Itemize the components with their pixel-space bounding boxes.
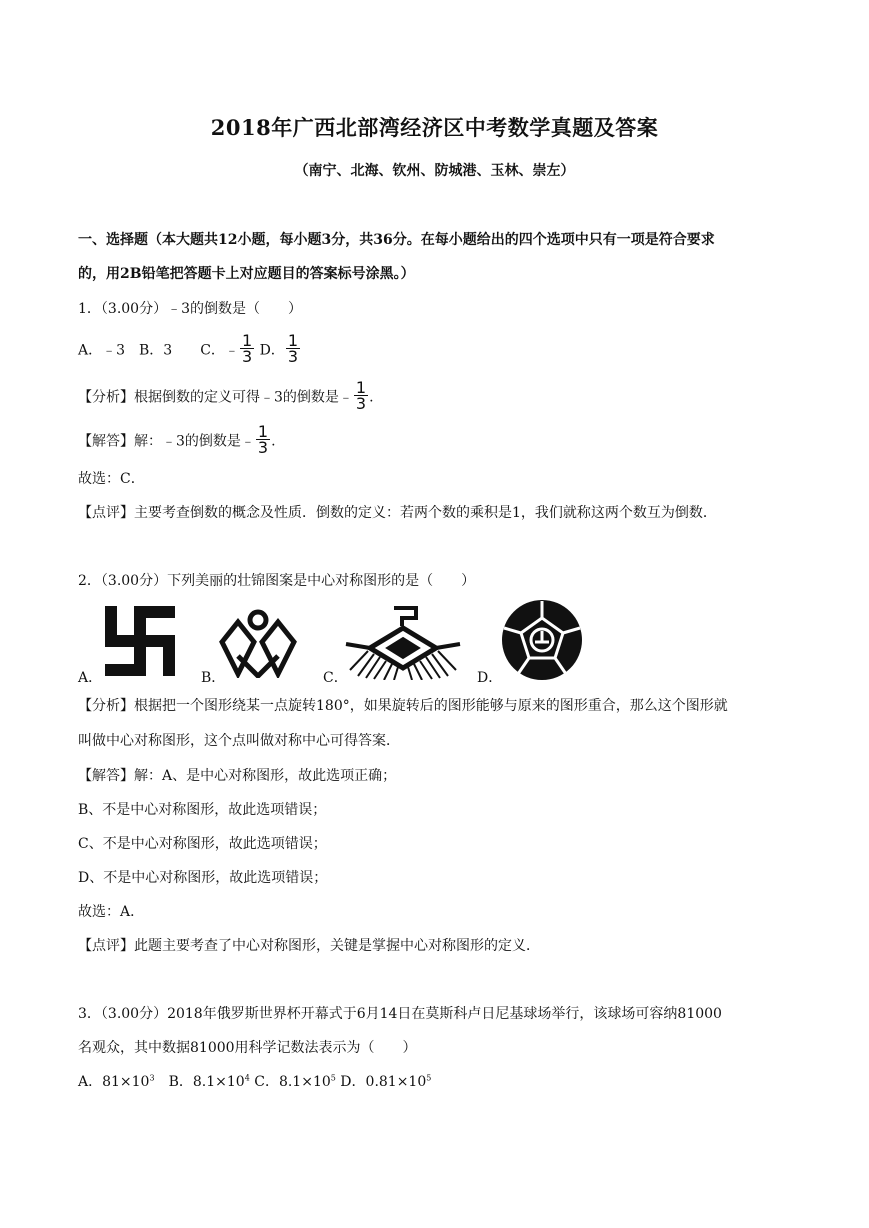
q1-analysis-text: 根据倒数的定义可得﹣3的倒数是﹣ [134,389,353,406]
q2-analysis-tag: 【分析】 [78,698,134,714]
q2-answer-line3: C、不是中心对称图形，故此选项错误； [78,836,327,852]
q2-label-d: D． [477,670,503,686]
q1-answer-fraction: $\frac{1}{3}$ [257,422,269,457]
page-title: 2018年广西北部湾经济区中考数学真题及答案 [210,115,659,140]
q2-label-c: C． [323,670,348,686]
q2-figure-d [500,598,584,682]
q1-option-d-label: D． [255,342,285,359]
q1-choice: 故选：C． [78,471,145,487]
q2-review-tag: 【点评】 [78,938,134,954]
q3-stem-line1: 3．（3.00分）2018年俄罗斯世界杯开幕式于6月14日在莫斯科卢日尼基球场举行，该球场可容纳81000 [78,1006,722,1022]
q2-figure-a [105,606,175,676]
q2-figure-c [344,604,462,680]
q3-option-c: C．8.1×10 [249,1074,331,1090]
q3-stem-line2: 名观众，其中数据81000用科学记数法表示为（ ） [78,1040,417,1056]
q2-analysis-line2: 叫做中心对称图形，这个点叫做对称中心可得答案． [78,733,400,749]
q2-label-b: B． [201,670,226,686]
q1-review-text: 主要考查倒数的概念及性质．倒数的定义：若两个数的乘积是1，我们就称这两个数互为倒数． [134,505,717,521]
section-instructions-line1: 一、选择题（本大题共12小题，每小题3分，共36分。在每小题给出的四个选项中只有一项是符合要求 [78,232,715,248]
q2-answer-line1 [78,766,396,786]
q3-options: A．$81\times 10^3$ B．$8.1\times 10^4$ C．$8.1\times 10^5$ D．$0.81\times 10^5$ [78,1073,432,1090]
q1-analysis-fraction: $\frac{1}{3}$ [355,378,367,413]
q1-review-tag: 【点评】 [78,505,134,521]
q2-answer-line4: D、不是中心对称图形，故此选项错误； [78,870,328,886]
q2-figure-b [218,606,298,678]
q1-analysis-tag: 【分析】 [78,389,134,406]
q1-analysis: 【分析】根据倒数的定义可得﹣3的倒数是﹣ $\frac{1}{3}$ . [78,378,374,413]
q1-option-c-fraction: $\frac{1}{3}$ [241,331,253,366]
q1-review [78,503,717,523]
q2-answer-tag: 【解答】 [78,768,134,784]
q2-analysis-text1: 根据把一个图形绕某一点旋转180°，如果旋转后的图形能够与原来的图形重合，那么这个图形就 [134,698,728,714]
q2-answer-text1: 解：A、是中心对称图形，故此选项正确； [134,768,397,784]
q1-options [78,331,301,366]
q3-option-d: D．0.81×10 [335,1074,427,1090]
q2-review-text: 此题主要考查了中心对称图形，关键是掌握中心对称图形的定义． [134,938,540,954]
q1-answer-text: 解：﹣3的倒数是﹣ [134,433,255,450]
section-instructions-line2: 的，用2B铅笔把答题卡上对应题目的答案标号涂黑。） [78,266,415,282]
page-subtitle: （南宁、北海、钦州、防城港、玉林、崇左） [294,163,575,179]
q2-stem: 2．（3.00分）下列美丽的壮锦图案是中心对称图形的是（ ） [78,573,476,589]
q1-answer-tag: 【解答】 [78,433,134,450]
q1-answer: 【解答】解：﹣3的倒数是﹣ $\frac{1}{3}$ . [78,422,276,457]
q2-answer-line2: B、不是中心对称图形，故此选项错误； [78,802,327,818]
q2-label-a: A． [78,670,103,686]
q2-choice: 故选：A． [78,904,145,920]
q3-option-a: A．81×10 [78,1074,150,1090]
q3-option-b: B．8.1×10 [154,1074,245,1090]
q1-stem: 1．（3.00分）﹣3的倒数是（ ） [78,301,302,317]
q2-review [78,936,540,956]
q2-analysis-line1 [78,696,728,716]
q1-options-abc: A．﹣3 B．3 C．﹣ [78,342,239,359]
q1-option-d-fraction: $\frac{1}{3}$ [287,331,298,366]
